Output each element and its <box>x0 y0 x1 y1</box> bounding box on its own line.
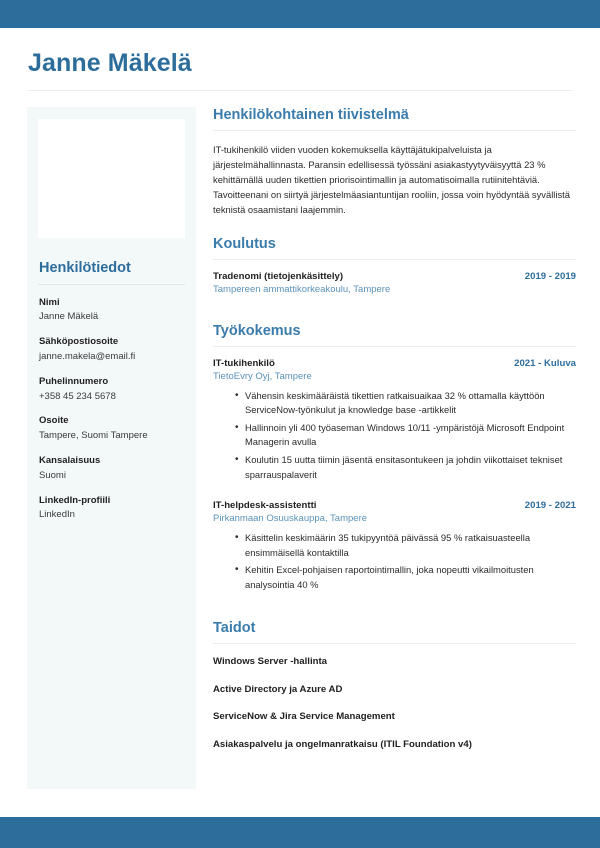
skill-item: Asiakaspalvelu ja ongelmanratkaisu (ITIL Foundation v4) <box>213 738 472 750</box>
info-item-nationality <box>38 455 185 483</box>
info-value: LinkedIn <box>39 509 75 521</box>
section-divider <box>213 130 576 131</box>
skill-item: Windows Server -hallinta <box>213 656 327 668</box>
info-value: janne.makela@email.fi <box>39 350 136 362</box>
section-summary <box>213 107 576 218</box>
summary-text: IT-tukihenkilö viiden vuoden kokemuksella käyttäjätukipalveluista ja järjestelmähallinnasta. Paransin edellisessä työssäni asiakastyytyväisyyttä 23 % kehittämällä uuden tikettien priorisointimallin ja automatisoimalla rutiinitehtäviä. Tavoitteenani on siirtyä järjestelmäasiantuntijan rooliin, jossa voin hyödyntää syvällistä teknistä osaamistani laajemmin. <box>213 143 570 216</box>
entry-dates: 2019 - 2019 <box>524 270 576 282</box>
sidebar-divider <box>38 284 185 285</box>
section-experience <box>213 323 576 619</box>
entry-title: Tradenomi (tietojenkäsittely) <box>213 270 344 282</box>
entry-dates: 2021 - Kuluva <box>514 357 576 369</box>
sidebar <box>27 107 196 789</box>
info-item-name <box>38 297 185 325</box>
entry-title: IT-helpdesk-assistentti <box>213 500 317 512</box>
resume-body <box>0 28 600 817</box>
list-item: • Käsittelin keskimäärin 35 tukipyyntöä päivässä 95 % ratkaisuasteella ensimmäisellä kontaktilla <box>235 531 576 560</box>
info-item-email <box>38 336 185 364</box>
info-label: Osoite <box>39 415 69 427</box>
list-item: • Koulutin 15 uutta tiimin jäsentä ensitasontukeen ja johdin viikottaiset tekniset sparrauspalaverit <box>235 453 576 482</box>
entry-bullet-list <box>213 531 576 592</box>
entry-dates: 2019 - 2021 <box>524 500 576 512</box>
experience-entry <box>213 500 576 592</box>
entry-header <box>213 358 576 369</box>
entry-organization: Tampereen ammattikorkeakoulu, Tampere <box>213 283 391 295</box>
entry-header <box>213 271 576 282</box>
section-heading-skills: Taidot <box>213 620 256 637</box>
info-label: LinkedIn-profiili <box>39 494 111 506</box>
section-divider <box>213 346 576 347</box>
main-column <box>213 107 576 766</box>
skill-item: ServiceNow & Jira Service Management <box>213 711 395 723</box>
info-item-address <box>38 415 185 443</box>
info-item-linkedin <box>38 495 185 523</box>
photo-placeholder <box>38 119 185 238</box>
entry-organization: Pirkanmaan Osuuskauppa, Tampere <box>213 513 368 525</box>
list-item: • Hallinnoin yli 400 työaseman Windows 10/11 -ympäristöjä Microsoft Endpoint Managerin avulla <box>235 421 576 450</box>
section-heading-experience: Työkokemus <box>213 322 301 339</box>
section-divider <box>213 259 576 260</box>
section-divider <box>213 643 576 644</box>
skill-item: Active Directory ja Azure AD <box>213 683 343 695</box>
entry-title: IT-tukihenkilö <box>213 357 275 369</box>
list-item: • Vähensin keskimääräistä tikettien ratkaisuaikaa 32 % ottamalla käyttöön ServiceNow-työnkulut ja knowledge base -artikkelit <box>235 389 576 418</box>
info-value: Tampere, Suomi Tampere <box>39 430 148 442</box>
info-item-phone <box>38 376 185 404</box>
top-accent-bar <box>0 0 600 28</box>
section-heading-summary: Henkilökohtainen tiivistelmä <box>213 106 409 123</box>
entry-organization: TietoEvry Oyj, Tampere <box>213 370 312 382</box>
section-education <box>213 236 576 321</box>
entry-bullet-list <box>213 389 576 482</box>
resume-columns <box>0 91 600 789</box>
info-label: Nimi <box>39 296 60 308</box>
sidebar-heading-personal-details: Henkilötiedot <box>39 259 131 276</box>
info-label: Sähköpostiosoite <box>39 336 119 348</box>
info-label: Puhelinnumero <box>39 375 109 387</box>
experience-entry <box>213 358 576 482</box>
section-heading-education: Koulutus <box>213 235 276 252</box>
section-skills <box>213 620 576 751</box>
info-label: Kansalaisuus <box>39 455 101 466</box>
list-item: • Kehitin Excel-pohjaisen raportointimallin, joka nopeutti vikailmoitusten analysointia 40 % <box>235 563 576 592</box>
page-title: Janne Mäkelä <box>28 49 192 77</box>
name-block <box>0 28 600 91</box>
education-entry <box>213 271 576 295</box>
entry-header <box>213 500 576 511</box>
info-value: Suomi <box>39 469 66 481</box>
bottom-accent-bar <box>0 817 600 848</box>
info-value: Janne Mäkelä <box>39 311 99 323</box>
info-value: +358 45 234 5678 <box>39 390 116 402</box>
